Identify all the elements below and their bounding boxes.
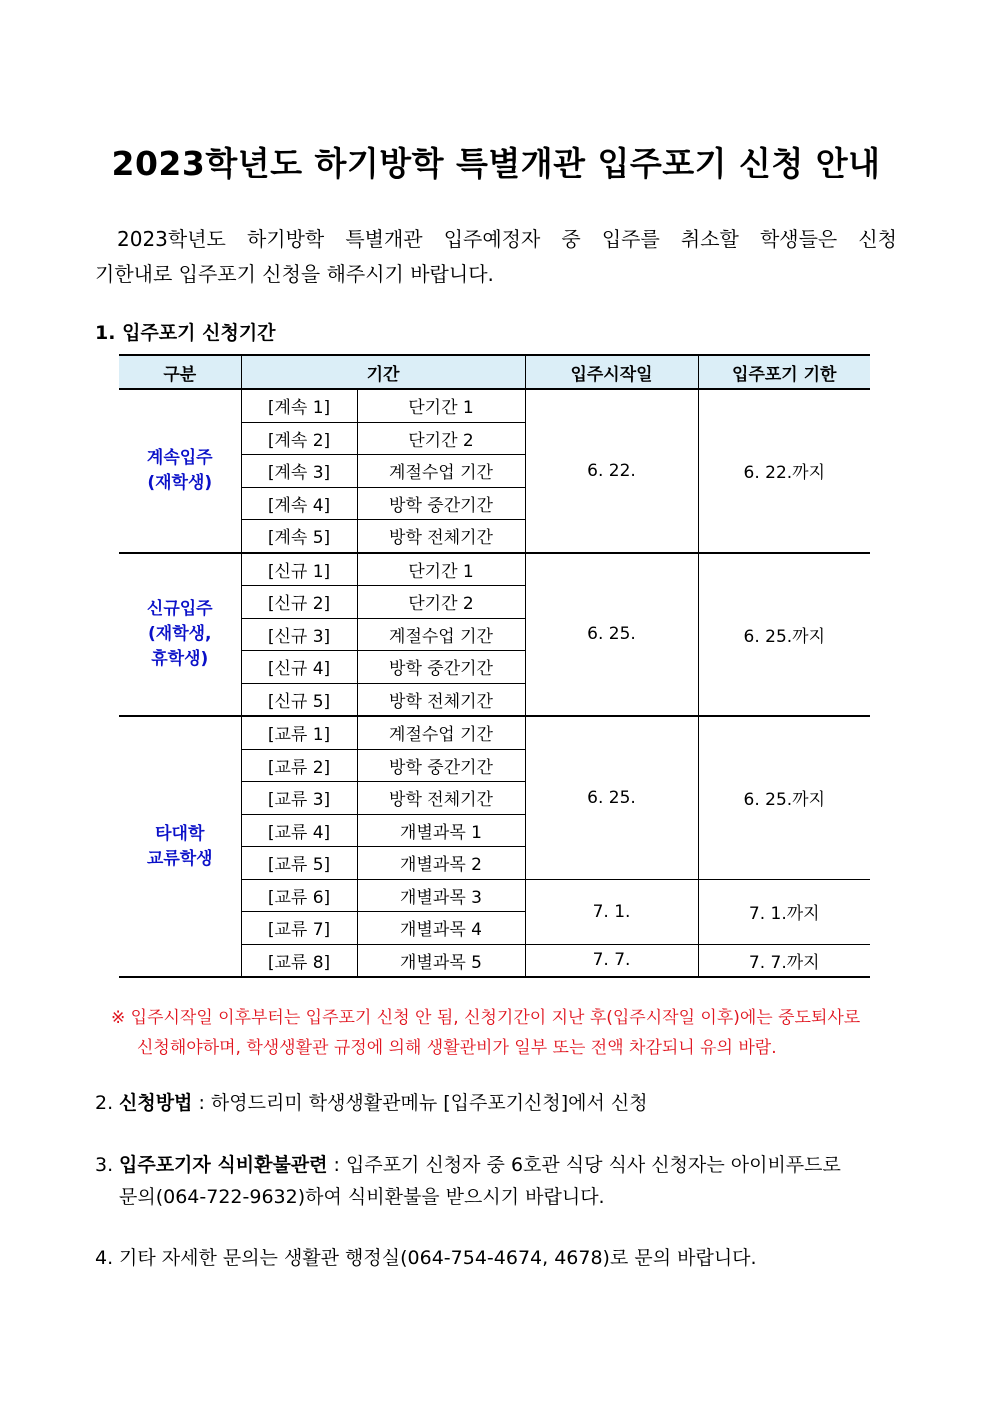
row-code: [교류 2] <box>241 749 357 782</box>
document-title: 2023학년도 하기방학 특별개관 입주포기 신청 안내 <box>111 144 881 183</box>
table-header-row <box>119 355 870 389</box>
section-1-heading <box>95 318 276 345</box>
row-period: 단기간 1 <box>357 389 525 422</box>
intro-paragraph <box>95 222 897 292</box>
deadline: 7. 7.까지 <box>698 944 870 977</box>
header-start-date: 입주시작일 <box>525 355 698 389</box>
item-label: 신청방법 <box>119 1092 193 1114</box>
row-period: 방학 전체기간 <box>357 782 525 815</box>
row-code: [계속 3] <box>241 455 357 488</box>
row-code: [신규 2] <box>241 586 357 619</box>
row-code: [교류 8] <box>241 944 357 977</box>
row-period: 개별과목 1 <box>357 814 525 847</box>
row-code: [교류 6] <box>241 879 357 912</box>
row-period: 방학 전체기간 <box>357 520 525 553</box>
start-date: 7. 1. <box>525 879 698 944</box>
row-period: 개별과목 4 <box>357 912 525 945</box>
section-1-number: 1. <box>95 322 116 344</box>
group-label-new: 신규입주 (재학생, 휴학생) <box>119 553 241 717</box>
row-period: 개별과목 2 <box>357 847 525 880</box>
deadline: 7. 1.까지 <box>698 879 870 944</box>
row-code: [신규 4] <box>241 651 357 684</box>
warning-note <box>111 1003 901 1063</box>
item-application-method <box>95 1087 648 1119</box>
warning-note-line-1: ※ 입주시작일 이후부터는 입주포기 신청 안 됨, 신청기간이 지난 후(입주시작일 이후)에는 중도퇴사로 <box>111 1008 861 1028</box>
deadline: 6. 25.까지 <box>698 716 870 879</box>
row-code: [계속 4] <box>241 487 357 520</box>
deadline: 6. 25.까지 <box>698 553 870 717</box>
row-code: [교류 4] <box>241 814 357 847</box>
table-row <box>119 553 870 586</box>
item-number: 4. <box>95 1247 114 1269</box>
item-text: : 입주포기 신청자 중 6호관 식당 식사 신청자는 아이비푸드로 <box>327 1154 841 1176</box>
header-period: 기간 <box>241 355 525 389</box>
row-period: 계절수업 기간 <box>357 455 525 488</box>
table-row <box>119 389 870 422</box>
table-row <box>119 716 870 749</box>
item-text-continued: 문의(064-722-9632)하여 식비환불을 받으시기 바랍니다. <box>119 1186 605 1208</box>
row-period: 단기간 2 <box>357 586 525 619</box>
item-label: 입주포기자 식비환불관련 <box>119 1154 328 1176</box>
start-date: 6. 25. <box>525 716 698 879</box>
item-number: 3. <box>95 1154 114 1176</box>
header-category: 구분 <box>119 355 241 389</box>
header-deadline: 입주포기 기한 <box>698 355 870 389</box>
group-label-exchange: 타대학 교류학생 <box>119 716 241 977</box>
group-label-continuing: 계속입주 (재학생) <box>146 447 213 493</box>
row-code: [신규 1] <box>241 553 357 586</box>
row-period: 계절수업 기간 <box>357 716 525 749</box>
row-period: 개별과목 5 <box>357 944 525 977</box>
section-1-title: 입주포기 신청기간 <box>122 322 276 344</box>
item-number: 2. <box>95 1092 114 1114</box>
warning-note-line-2: 신청해야하며, 학생생활관 규정에 의해 생활관비가 일부 또는 전액 차감되니 유의 바람. <box>137 1038 777 1058</box>
schedule-table <box>119 354 870 978</box>
row-period: 방학 중간기간 <box>357 749 525 782</box>
item-text: 기타 자세한 문의는 생활관 행정실(064-754-4674, 4678)로 문의 바랍니다. <box>119 1247 757 1269</box>
row-period: 방학 중간기간 <box>357 487 525 520</box>
row-period: 방학 전체기간 <box>357 683 525 716</box>
start-date: 7. 7. <box>525 944 698 977</box>
item-text: : 하영드리미 학생생활관메뉴 [입주포기신청]에서 신청 <box>192 1092 648 1114</box>
row-period: 계절수업 기간 <box>357 618 525 651</box>
row-code: [교류 1] <box>241 716 357 749</box>
start-date: 6. 25. <box>525 553 698 717</box>
item-other-inquiries <box>95 1242 757 1274</box>
row-code: [신규 3] <box>241 618 357 651</box>
row-code: [계속 1] <box>241 389 357 422</box>
intro-line-1: 2023학년도 하기방학 특별개관 입주예정자 중 입주를 취소할 학생들은 신청 <box>117 227 897 251</box>
row-code: [교류 7] <box>241 912 357 945</box>
deadline: 6. 22.까지 <box>698 389 870 553</box>
intro-line-2: 기한내로 입주포기 신청을 해주시기 바랍니다. <box>95 262 494 286</box>
row-code: [계속 5] <box>241 520 357 553</box>
row-code: [교류 3] <box>241 782 357 815</box>
row-code: [계속 2] <box>241 422 357 455</box>
row-period: 방학 중간기간 <box>357 651 525 684</box>
start-date: 6. 22. <box>525 389 698 553</box>
row-period: 개별과목 3 <box>357 879 525 912</box>
row-period: 단기간 2 <box>357 422 525 455</box>
row-code: [교류 5] <box>241 847 357 880</box>
row-code: [신규 5] <box>241 683 357 716</box>
row-period: 단기간 1 <box>357 553 525 586</box>
item-meal-refund <box>95 1149 841 1213</box>
